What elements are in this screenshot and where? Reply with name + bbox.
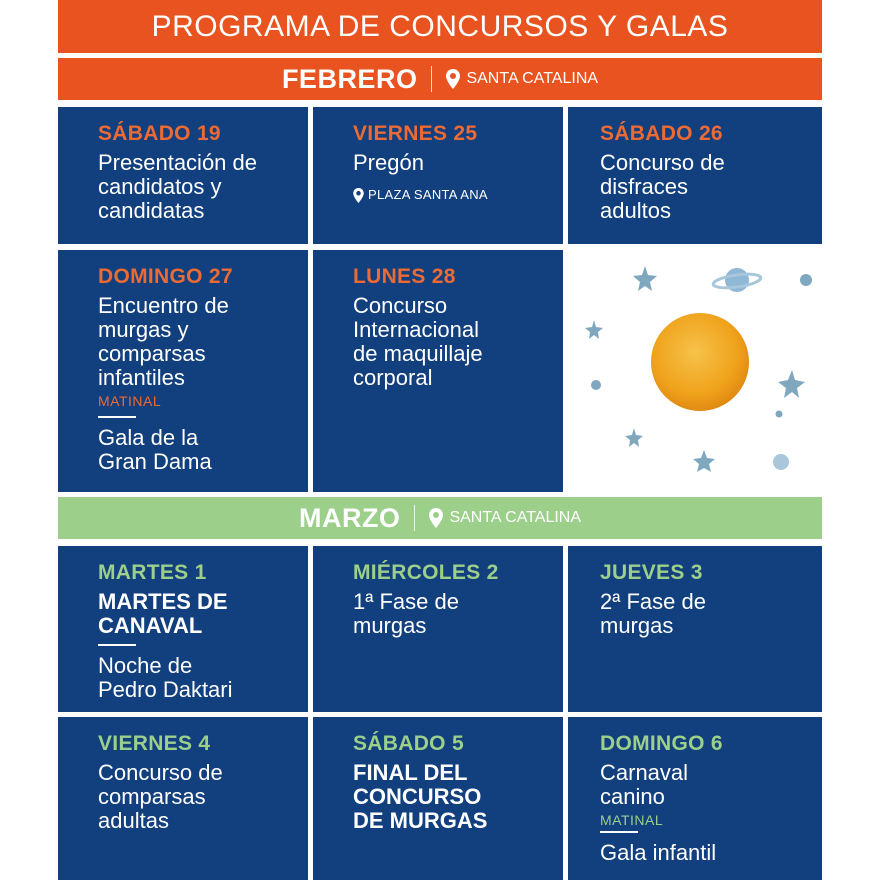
location-text: SANTA CATALINA — [449, 509, 582, 526]
event-cell-mar-5 — [313, 717, 563, 880]
event-divider — [98, 416, 136, 418]
event-divider — [600, 831, 638, 833]
event-date: LUNES 28 — [353, 265, 456, 288]
month-name: MARZO — [298, 502, 401, 533]
event-note: MATINAL — [600, 812, 664, 828]
location-label — [429, 508, 581, 528]
event-cell-mar-1 — [58, 546, 308, 712]
event-date: SÁBADO 19 — [98, 122, 221, 145]
event-title: 1ª Fase de murgas — [353, 589, 459, 638]
event-date: SÁBADO 26 — [600, 122, 723, 145]
event-date: VIERNES 4 — [98, 732, 211, 755]
event-cell-feb-25 — [313, 107, 563, 244]
event-title: MARTES DE CANAVAL — [98, 589, 228, 638]
star-icon — [633, 266, 657, 291]
event-cell-feb-27 — [58, 250, 308, 492]
month-header-march — [58, 497, 822, 539]
event-date: MIÉRCOLES 2 — [353, 561, 499, 584]
page-title: PROGRAMA DE CONCURSOS Y GALAS — [58, 0, 822, 53]
event-date: SÁBADO 5 — [353, 732, 464, 755]
event-title: Concurso de comparsas adultas — [98, 760, 223, 833]
event-cell-feb-26 — [568, 107, 822, 244]
event-cell-mar-4 — [58, 717, 308, 880]
poster — [58, 0, 822, 880]
event-title: 2ª Fase de murgas — [600, 589, 706, 638]
location-label — [446, 69, 598, 89]
space-illustration-art — [568, 250, 822, 492]
event-cell-mar-3 — [568, 546, 822, 712]
event-date: DOMINGO 27 — [98, 265, 233, 288]
event-cell-mar-6 — [568, 717, 822, 880]
event-title-secondary: Gala de la Gran Dama — [98, 425, 212, 474]
event-date: JUEVES 3 — [600, 561, 703, 584]
event-title-secondary: Noche de Pedro Daktari — [98, 653, 233, 702]
header-divider — [431, 66, 432, 92]
star-icon — [585, 320, 603, 339]
location-text: SANTA CATALINA — [466, 70, 599, 87]
month-header-february — [58, 58, 822, 100]
event-date: VIERNES 25 — [353, 122, 478, 145]
event-date: DOMINGO 6 — [600, 732, 723, 755]
event-title: Presentación de candidatos y candidatas — [98, 150, 257, 223]
event-title: FINAL DEL CONCURSO DE MURGAS — [353, 760, 488, 833]
planet-icon — [712, 268, 761, 292]
space-illustration — [568, 250, 822, 492]
star-icon — [778, 370, 805, 398]
event-title: Encuentro de murgas y comparsas infantiles — [98, 293, 229, 390]
location-pin-icon — [446, 69, 460, 89]
event-title: Concurso Internacional de maquillaje corporal — [353, 293, 483, 390]
star-icon — [625, 428, 643, 447]
event-title-secondary: Gala infantil — [600, 840, 717, 865]
dot-icon — [591, 380, 601, 390]
venue-text: PLAZA SANTA ANA — [368, 187, 488, 202]
event-cell-feb-28 — [313, 250, 563, 492]
month-name: FEBRERO — [281, 63, 418, 94]
dot-icon — [800, 274, 812, 286]
event-title: Concurso de disfraces adultos — [600, 150, 725, 223]
event-divider — [98, 644, 136, 646]
event-title: Carnaval canino — [600, 760, 689, 809]
dot-icon — [776, 411, 783, 418]
sun-icon — [651, 313, 749, 411]
header-divider — [414, 505, 415, 531]
location-pin-icon — [429, 508, 443, 528]
dot-icon — [773, 454, 789, 470]
event-venue — [353, 183, 563, 207]
event-title: Pregón — [353, 150, 424, 175]
event-note: MATINAL — [98, 393, 162, 409]
star-icon — [693, 450, 715, 472]
event-date: MARTES 1 — [98, 561, 207, 584]
event-cell-feb-19 — [58, 107, 308, 244]
event-cell-mar-2 — [313, 546, 563, 712]
location-pin-icon — [353, 188, 364, 203]
